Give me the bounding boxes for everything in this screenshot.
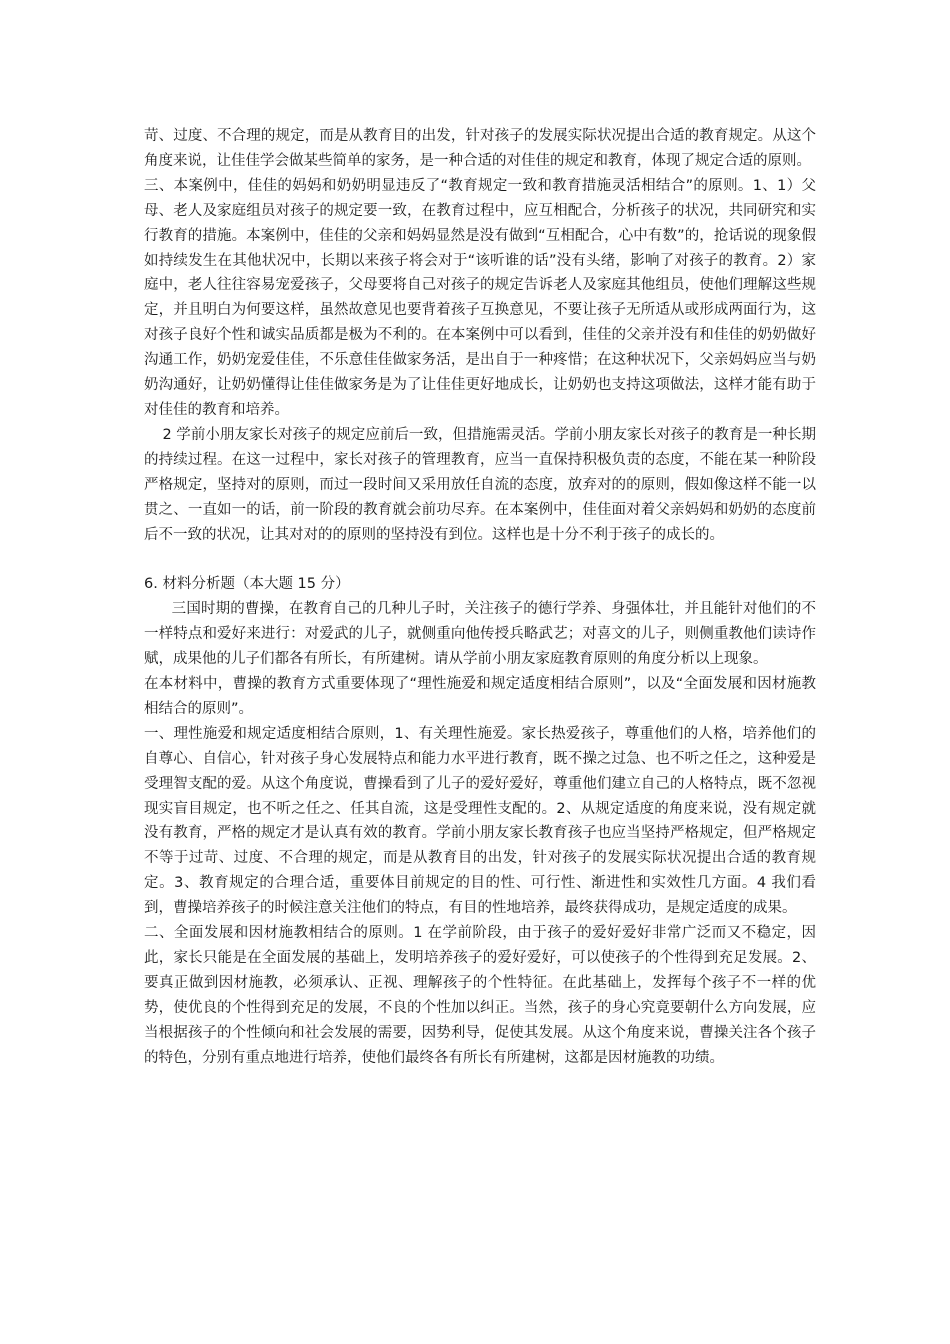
paragraph-section-three: 三、本案例中，佳佳的妈妈和奶奶明显违反了“教育规定一致和教育措施灵活相结合”的原则。1、1）父母、老人及家庭组员对孩子的规定要一致，在教育过程中，应互相配合，分析孩子的状况，共同研究和实行教育的措施。本案例中，佳佳的父亲和妈妈显然是没有做到“互相配合，心中有数”的，抢话说的现象假如持续发生在其他状况中，长期以来孩子将会对于“该听谁的话”没有头绪，影响了对孩子的教育。2）家庭中，老人往往容易宠爱孩子，父母要将自己对孩子的规定告诉老人及家庭其他组员，使他们理解这些规定，并且明白为何要这样，虽然故意见也要背着孩子互换意见，不要让孩子无所适从或形成两面行为，这对孩子良好个性和诚实品质都是极为不利的。在本案例中可以看到，佳佳的父亲并没有和佳佳的奶奶做好沟通工作，奶奶宠爱佳佳，不乐意佳佳做家务活，是出自于一种疼惜；在这种状况下，父亲妈妈应当与奶奶沟通好，让奶奶懂得让佳佳做家务是为了让佳佳更好地成长，让奶奶也支持这项做法，这样才能有助于对佳佳的教育和培养。	[144, 177, 816, 418]
answer-principle-two: 二、全面发展和因材施教相结合的原则。1 在学前阶段，由于孩子的爱好爱好非常广泛而又不稳定，因此，家长只能是在全面发展的基础上，发明培养孩子的爱好爱好，可以使孩子的个性得到充足发展。2、要真正做到因材施教，必须承认、正视、理解孩子的个性特征。在此基础上，发挥每个孩子不一样的优势，使优良的个性得到充足的发展，不良的个性加以纠正。当然，孩子的身心究竟要朝什么方向发展，应当根据孩子的个性倾向和社会发展的需要，因势利导，促使其发展。从这个角度来说，曹操关注各个孩子的特色，分别有重点地进行培养，使他们最终各有所长有所建树，这都是因材施教的功绩。	[144, 925, 816, 1066]
paragraph-point-two: 2 学前小朋友家长对孩子的规定应前后一致，但措施需灵活。学前小朋友家长对孩子的教育是一种长期的持续过程。在这一过程中，家长对孩子的管理教育，应当一直保持积极负责的态度，不能在某一种阶段严格规定，坚持对的原则，而过一段时间又采用放任自流的态度，放弃对的的原则，假如像这样不能一以贯之、一直如一的话，前一阶段的教育就会前功尽弃。在本案例中，佳佳面对着父亲妈妈和奶奶的态度前后不一致的状况，让其对对的的原则的坚持没有到位。这样也是十分不利于孩子的成长的。	[144, 426, 816, 543]
answer-intro: 在本材料中，曹操的教育方式重要体现了“理性施爱和规定适度相结合原则”，以及“全面发展和因材施教相结合的原则”。	[144, 676, 816, 717]
document-page	[144, 124, 816, 1071]
question-6-material: 三国时期的曹操，在教育自己的几种儿子时，关注孩子的德行学养、身强体壮，并且能针对他们的不一样特点和爱好来进行：对爱武的儿子，就侧重向他传授兵略武艺；对喜文的儿子，则侧重教他们读诗作赋，成果他的儿子们都各有所长，有所建树。请从学前小朋友家庭教育原则的角度分析以上现象。	[144, 601, 816, 668]
paragraph-continuation: 苛、过度、不合理的规定，而是从教育目的出发，针对孩子的发展实际状况提出合适的教育规定。从这个角度来说，让佳佳学会做某些简单的家务，是一种合适的对佳佳的规定和教育，体现了规定合适的原则。	[144, 128, 816, 169]
spacer	[144, 547, 816, 572]
answer-principle-one: 一、理性施爱和规定适度相结合原则，1、有关理性施爱。家长热爱孩子，尊重他们的人格，培养他们的自尊心、自信心，针对孩子身心发展特点和能力水平进行教育，既不操之过急、也不听之任之，这种爱是受理智支配的爱。从这个角度说，曹操看到了儿子的爱好爱好，尊重他们建立自己的人格特点，既不忽视现实盲目规定，也不听之任之、任其自流，这是受理性支配的。2、从规定适度的角度来说，没有规定就没有教育，严格的规定才是认真有效的教育。学前小朋友家长教育孩子也应当坚持严格规定，但严格规定不等于过苛、过度、不合理的规定，而是从教育目的出发，针对孩子的发展实际状况提出合适的教育规定。3、教育规定的合理合适，重要体目前规定的目的性、可行性、渐进性和实效性几方面。4 我们看到，曹操培养孩子的时候注意关注他们的特点，有目的性地培养，最终获得成功，是规定适度的成果。	[144, 725, 816, 917]
question-6-heading: 6. 材料分析题（本大题 15 分）	[144, 576, 350, 593]
